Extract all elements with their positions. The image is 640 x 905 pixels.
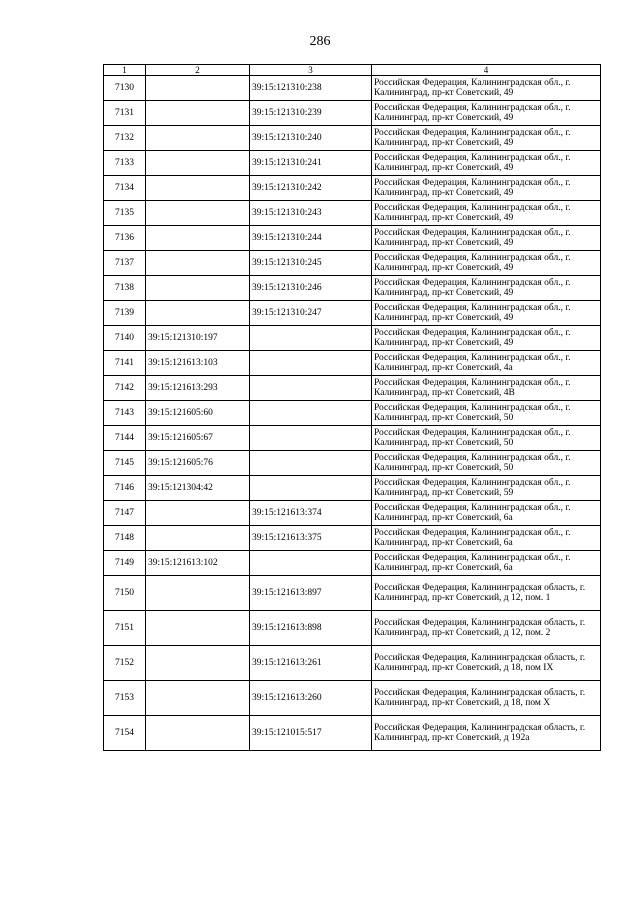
registry-table [103,64,601,751]
cadastral-number-col2-cell: 39:15:121605:67 [146,426,250,451]
cadastral-number-col3-cell [250,551,372,576]
table-row [104,476,601,501]
column-header: 1 [104,65,146,76]
cadastral-number-col2-cell [146,76,250,101]
row-number-cell: 7139 [104,301,146,326]
row-number-cell: 7147 [104,501,146,526]
row-number-cell: 7152 [104,646,146,681]
column-header: 2 [146,65,250,76]
cadastral-number-col3-cell: 39:15:121310:243 [250,201,372,226]
cadastral-number-col2-cell [146,501,250,526]
cadastral-number-col2-cell [146,526,250,551]
cadastral-number-col2-cell: 39:15:121605:76 [146,451,250,476]
cadastral-number-col3-cell: 39:15:121613:261 [250,646,372,681]
row-number-cell: 7133 [104,151,146,176]
cadastral-number-col3-cell: 39:15:121613:260 [250,681,372,716]
cadastral-number-col2-cell [146,101,250,126]
row-number-cell: 7146 [104,476,146,501]
address-cell: Российская Федерация, Калининградская обл., г. Калининград, пр-кт Советский, 4В [372,376,601,401]
cadastral-number-col3-cell: 39:15:121310:238 [250,76,372,101]
address-cell: Российская Федерация, Калининградская область, г. Калининград, пр-кт Советский, д 192а [372,716,601,751]
cadastral-number-col2-cell: 39:15:121613:102 [146,551,250,576]
cadastral-number-col3-cell: 39:15:121613:375 [250,526,372,551]
address-cell: Российская Федерация, Калининградская обл., г. Калининград, пр-кт Советский, 49 [372,101,601,126]
row-number-cell: 7144 [104,426,146,451]
cadastral-number-col3-cell: 39:15:121613:897 [250,576,372,611]
row-number-cell: 7151 [104,611,146,646]
address-cell: Российская Федерация, Калининградская обл., г. Калининград, пр-кт Советский, 49 [372,76,601,101]
cadastral-number-col2-cell [146,251,250,276]
cadastral-number-col3-cell: 39:15:121310:246 [250,276,372,301]
row-number-cell: 7153 [104,681,146,716]
cadastral-number-col2-cell [146,681,250,716]
cadastral-number-col2-cell [146,276,250,301]
address-cell: Российская Федерация, Калининградская обл., г. Калининград, пр-кт Советский, 6а [372,501,601,526]
table-row [104,681,601,716]
table-row [104,611,601,646]
address-cell: Российская Федерация, Калининградская обл., г. Калининград, пр-кт Советский, 6а [372,526,601,551]
address-cell: Российская Федерация, Калининградская обл., г. Калининград, пр-кт Советский, 49 [372,176,601,201]
cadastral-number-col2-cell [146,201,250,226]
row-number-cell: 7134 [104,176,146,201]
cadastral-number-col3-cell [250,376,372,401]
row-number-cell: 7149 [104,551,146,576]
row-number-cell: 7143 [104,401,146,426]
row-number-cell: 7136 [104,226,146,251]
cadastral-number-col2-cell [146,301,250,326]
row-number-cell: 7141 [104,351,146,376]
table-row [104,426,601,451]
cadastral-number-col2-cell [146,226,250,251]
address-cell: Российская Федерация, Калининградская обл., г. Калининград, пр-кт Советский, 49 [372,301,601,326]
cadastral-number-col2-cell [146,646,250,681]
row-number-cell: 7132 [104,126,146,151]
cadastral-number-col2-cell: 39:15:121613:103 [146,351,250,376]
table-row [104,451,601,476]
cadastral-number-col2-cell: 39:15:121613:293 [146,376,250,401]
table-row [104,716,601,751]
row-number-cell: 7140 [104,326,146,351]
address-cell: Российская Федерация, Калининградская обл., г. Калининград, пр-кт Советский, 6а [372,551,601,576]
address-cell: Российская Федерация, Калининградская обл., г. Калининград, пр-кт Советский, 50 [372,426,601,451]
address-cell: Российская Федерация, Калининградская обл., г. Калининград, пр-кт Советский, 59 [372,476,601,501]
cadastral-number-col3-cell: 39:15:121310:244 [250,226,372,251]
address-cell: Российская Федерация, Калининградская обл., г. Калининград, пр-кт Советский, 49 [372,201,601,226]
cadastral-number-col3-cell: 39:15:121015:517 [250,716,372,751]
table-row [104,226,601,251]
cadastral-number-col2-cell [146,126,250,151]
table-row [104,101,601,126]
address-cell: Российская Федерация, Калининградская область, г. Калининград, пр-кт Советский, д 12, пом. 1 [372,576,601,611]
cadastral-number-col2-cell: 39:15:121304:42 [146,476,250,501]
row-number-cell: 7142 [104,376,146,401]
table-row [104,351,601,376]
address-cell: Российская Федерация, Калининградская обл., г. Калининград, пр-кт Советский, 49 [372,276,601,301]
address-cell: Российская Федерация, Калининградская обл., г. Калининград, пр-кт Советский, 49 [372,151,601,176]
table-row [104,176,601,201]
table-row [104,376,601,401]
cadastral-number-col2-cell: 39:15:121605:60 [146,401,250,426]
cadastral-number-col3-cell [250,326,372,351]
table-row [104,501,601,526]
cadastral-number-col2-cell [146,716,250,751]
cadastral-number-col3-cell: 39:15:121613:374 [250,501,372,526]
address-cell: Российская Федерация, Калининградская обл., г. Калининград, пр-кт Советский, 49 [372,251,601,276]
address-cell: Российская Федерация, Калининградская обл., г. Калининград, пр-кт Советский, 49 [372,326,601,351]
table-row [104,326,601,351]
row-number-cell: 7145 [104,451,146,476]
cadastral-number-col3-cell: 39:15:121613:898 [250,611,372,646]
table-row [104,526,601,551]
cadastral-number-col3-cell: 39:15:121310:241 [250,151,372,176]
row-number-cell: 7137 [104,251,146,276]
cadastral-number-col2-cell [146,576,250,611]
cadastral-number-col2-cell [146,176,250,201]
cadastral-number-col3-cell [250,451,372,476]
address-cell: Российская Федерация, Калининградская обл., г. Калининград, пр-кт Советский, 50 [372,451,601,476]
row-number-cell: 7148 [104,526,146,551]
address-cell: Российская Федерация, Калининградская обл., г. Калининград, пр-кт Советский, 50 [372,401,601,426]
cadastral-number-col2-cell: 39:15:121310:197 [146,326,250,351]
cadastral-number-col3-cell [250,351,372,376]
cadastral-number-col3-cell [250,401,372,426]
cadastral-number-col3-cell [250,426,372,451]
row-number-cell: 7154 [104,716,146,751]
cadastral-number-col2-cell [146,151,250,176]
page-number: 286 [309,34,331,49]
cadastral-number-col2-cell [146,611,250,646]
address-cell: Российская Федерация, Калининградская обл., г. Калининград, пр-кт Советский, 49 [372,126,601,151]
table-row [104,646,601,681]
table-row [104,576,601,611]
row-number-cell: 7138 [104,276,146,301]
table-row [104,151,601,176]
address-cell: Российская Федерация, Калининградская область, г. Калининград, пр-кт Советский, д 18, пом IX [372,646,601,681]
cadastral-number-col3-cell: 39:15:121310:242 [250,176,372,201]
table-row [104,551,601,576]
column-header: 3 [250,65,372,76]
address-cell: Российская Федерация, Калининградская обл., г. Калининград, пр-кт Советский, 4а [372,351,601,376]
table-row [104,251,601,276]
row-number-cell: 7135 [104,201,146,226]
table-row [104,401,601,426]
table-row [104,126,601,151]
address-cell: Российская Федерация, Калининградская обл., г. Калининград, пр-кт Советский, 49 [372,226,601,251]
column-header: 4 [372,65,601,76]
row-number-cell: 7150 [104,576,146,611]
cadastral-number-col3-cell: 39:15:121310:245 [250,251,372,276]
cadastral-number-col3-cell: 39:15:121310:239 [250,101,372,126]
table-row [104,201,601,226]
address-cell: Российская Федерация, Калининградская область, г. Калининград, пр-кт Советский, д 12, пом. 2 [372,611,601,646]
table-header-row [104,65,601,76]
cadastral-number-col3-cell [250,476,372,501]
cadastral-number-col3-cell: 39:15:121310:247 [250,301,372,326]
table-row [104,301,601,326]
cadastral-number-col3-cell: 39:15:121310:240 [250,126,372,151]
table-row [104,276,601,301]
table-row [104,76,601,101]
row-number-cell: 7131 [104,101,146,126]
address-cell: Российская Федерация, Калининградская область, г. Калининград, пр-кт Советский, д 18, пом X [372,681,601,716]
row-number-cell: 7130 [104,76,146,101]
